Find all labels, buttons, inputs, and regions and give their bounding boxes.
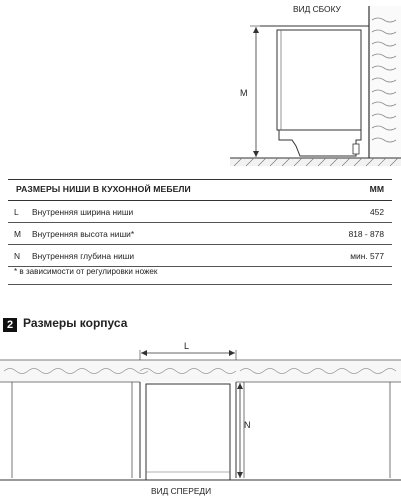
- front-dim-n-label: N: [244, 420, 251, 430]
- side-view-title: ВИД СБОКУ: [293, 4, 341, 14]
- section-number-badge: 2: [3, 318, 17, 332]
- table-row: [8, 201, 392, 223]
- front-dim-l-label: L: [184, 341, 190, 351]
- row-desc: Внутренняя ширина ниши: [32, 207, 134, 217]
- front-view-diagram: [0, 340, 401, 486]
- section-title: Размеры корпуса: [23, 316, 128, 330]
- row-desc: Внутренняя глубина ниши: [32, 251, 135, 261]
- table-row: [8, 245, 392, 267]
- table-header-title: РАЗМЕРЫ НИШИ В КУХОННОЙ МЕБЕЛИ: [16, 184, 191, 194]
- table-row: [8, 223, 392, 245]
- side-view-diagram: [0, 0, 401, 178]
- row-value: 452: [370, 207, 384, 217]
- table-header: [8, 179, 392, 201]
- front-view-title: ВИД СПЕРЕДИ: [151, 486, 212, 496]
- footnote-divider: [8, 284, 392, 285]
- row-value: 818 - 878: [348, 229, 384, 239]
- row-desc: Внутренняя высота ниши*: [32, 229, 135, 239]
- side-dim-m-label: M: [240, 88, 248, 98]
- row-value: мин. 577: [350, 251, 384, 261]
- row-key: N: [14, 251, 21, 261]
- row-key: L: [14, 207, 19, 217]
- table-header-unit: ММ: [369, 184, 384, 194]
- table-footnote: * в зависимости от регулировки ножек: [14, 267, 158, 276]
- row-key: M: [14, 229, 21, 239]
